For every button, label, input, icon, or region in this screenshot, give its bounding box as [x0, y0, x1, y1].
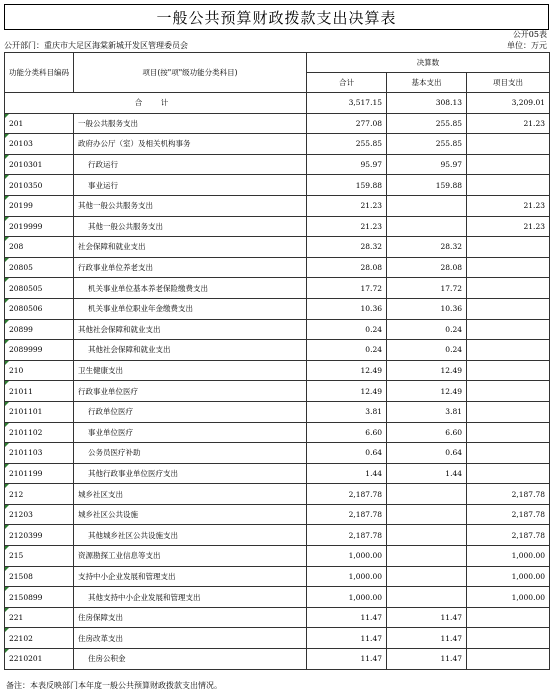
item-cell: 其他支持中小企业发展和管理支出: [74, 587, 307, 608]
total-cell: 11.47: [307, 607, 387, 628]
total-cell: 1,000.00: [307, 566, 387, 587]
item-cell: 机关事业单位职业年金缴费支出: [74, 298, 307, 319]
table-row: [5, 154, 550, 175]
code-cell: 2101101: [5, 401, 74, 422]
item-cell: 其他行政事业单位医疗支出: [74, 463, 307, 484]
code-cell: 201: [5, 113, 74, 134]
basic-cell: 255.85: [387, 134, 467, 155]
code-cell: 2120399: [5, 525, 74, 546]
total-cell: 11.47: [307, 628, 387, 649]
table-row: [5, 401, 550, 422]
project-cell: [467, 422, 550, 443]
total-cell: 2,187.78: [307, 484, 387, 505]
basic-cell: 12.49: [387, 360, 467, 381]
table-row: [5, 134, 550, 155]
basic-cell: [387, 504, 467, 525]
item-cell: 其他一般公共服务支出: [74, 195, 307, 216]
item-cell: 行政运行: [74, 154, 307, 175]
total-cell: 95.97: [307, 154, 387, 175]
basic-cell: [387, 525, 467, 546]
code-cell: 2010301: [5, 154, 74, 175]
table-row: [5, 360, 550, 381]
basic-cell: 95.97: [387, 154, 467, 175]
total-cell: 3.81: [307, 401, 387, 422]
total-cell: 10.36: [307, 298, 387, 319]
item-cell: 其他一般公共服务支出: [74, 216, 307, 237]
table-row: [5, 298, 550, 319]
total-row: [5, 93, 550, 114]
basic-cell: 11.47: [387, 628, 467, 649]
header-basic: 基本支出: [387, 73, 467, 93]
item-cell: 城乡社区支出: [74, 484, 307, 505]
code-cell: 215: [5, 546, 74, 567]
code-cell: 20103: [5, 134, 74, 155]
basic-cell: 0.24: [387, 319, 467, 340]
project-cell: [467, 278, 550, 299]
table-row: [5, 195, 550, 216]
project-cell: 2,187.78: [467, 525, 550, 546]
code-cell: 2210201: [5, 649, 74, 670]
item-cell: 事业运行: [74, 175, 307, 196]
item-cell: 社会保障和就业支出: [74, 237, 307, 258]
code-cell: 20899: [5, 319, 74, 340]
project-cell: [467, 443, 550, 464]
project-cell: [467, 401, 550, 422]
table-row: [5, 546, 550, 567]
code-cell: 212: [5, 484, 74, 505]
total-cell: 159.88: [307, 175, 387, 196]
item-cell: 一般公共服务支出: [74, 113, 307, 134]
code-cell: 2101199: [5, 463, 74, 484]
code-cell: 21203: [5, 504, 74, 525]
code-cell: 2089999: [5, 340, 74, 361]
table-row: [5, 443, 550, 464]
basic-cell: 1.44: [387, 463, 467, 484]
title-bar: [4, 4, 549, 30]
basic-cell: 28.08: [387, 257, 467, 278]
table-row: [5, 278, 550, 299]
table-row: [5, 587, 550, 608]
total-cell: 277.08: [307, 113, 387, 134]
item-cell: 城乡社区公共设施: [74, 504, 307, 525]
total-cell: 255.85: [307, 134, 387, 155]
total-cell: 1,000.00: [307, 546, 387, 567]
basic-cell: 0.24: [387, 340, 467, 361]
basic-cell: [387, 546, 467, 567]
table-row: [5, 484, 550, 505]
item-cell: 机关事业单位基本养老保险缴费支出: [74, 278, 307, 299]
item-cell: 支持中小企业发展和管理支出: [74, 566, 307, 587]
item-cell: 其他城乡社区公共设施支出: [74, 525, 307, 546]
code-cell: 2080506: [5, 298, 74, 319]
basic-cell: 10.36: [387, 298, 467, 319]
project-cell: [467, 381, 550, 402]
item-cell: 行政事业单位养老支出: [74, 257, 307, 278]
total-cell: 28.08: [307, 257, 387, 278]
basic-cell: 6.60: [387, 422, 467, 443]
item-cell: 政府办公厅（室）及相关机构事务: [74, 134, 307, 155]
code-cell: 2019999: [5, 216, 74, 237]
project-cell: [467, 237, 550, 258]
basic-cell: 12.49: [387, 381, 467, 402]
meta-row: [4, 40, 549, 51]
item-cell: 资源勘探工业信息等支出: [74, 546, 307, 567]
total-project: 3,209.01: [467, 93, 550, 114]
total-cell: 12.49: [307, 381, 387, 402]
project-cell: 1,000.00: [467, 587, 550, 608]
project-cell: 1,000.00: [467, 546, 550, 567]
basic-cell: 3.81: [387, 401, 467, 422]
basic-cell: [387, 216, 467, 237]
code-cell: 21508: [5, 566, 74, 587]
project-cell: 21.23: [467, 216, 550, 237]
project-cell: [467, 298, 550, 319]
unit-label: 单位：万元: [507, 41, 547, 50]
table-row: [5, 607, 550, 628]
table-row: [5, 113, 550, 134]
item-cell: 住房保障支出: [74, 607, 307, 628]
item-cell: 事业单位医疗: [74, 422, 307, 443]
basic-cell: 11.47: [387, 607, 467, 628]
code-cell: 2101102: [5, 422, 74, 443]
item-cell: 其他社会保障和就业支出: [74, 319, 307, 340]
total-basic: 308.13: [387, 93, 467, 114]
project-cell: 21.23: [467, 195, 550, 216]
item-cell: 住房改革支出: [74, 628, 307, 649]
basic-cell: [387, 587, 467, 608]
code-cell: 2080505: [5, 278, 74, 299]
header-project: 项目支出: [467, 73, 550, 93]
table-row: [5, 649, 550, 670]
table-row: [5, 381, 550, 402]
code-cell: 2010350: [5, 175, 74, 196]
project-cell: [467, 649, 550, 670]
code-cell: 21011: [5, 381, 74, 402]
project-cell: [467, 175, 550, 196]
project-cell: [467, 154, 550, 175]
item-cell: 卫生健康支出: [74, 360, 307, 381]
item-cell: 住房公积金: [74, 649, 307, 670]
total-cell: 6.60: [307, 422, 387, 443]
total-cell: 1,000.00: [307, 587, 387, 608]
item-cell: 公务员医疗补助: [74, 443, 307, 464]
basic-cell: [387, 566, 467, 587]
expenditure-table: [4, 52, 550, 670]
total-cell: 11.47: [307, 649, 387, 670]
header-code: 功能分类科目编码: [5, 53, 74, 93]
total-cell: 17.72: [307, 278, 387, 299]
project-cell: 2,187.78: [467, 484, 550, 505]
basic-cell: 17.72: [387, 278, 467, 299]
basic-cell: 159.88: [387, 175, 467, 196]
table-id: 公开05表: [512, 30, 547, 39]
total-cell: 0.24: [307, 340, 387, 361]
total-cell: 28.32: [307, 237, 387, 258]
code-cell: 2101103: [5, 443, 74, 464]
project-cell: [467, 257, 550, 278]
table-row: [5, 628, 550, 649]
table-row: [5, 237, 550, 258]
total-cell: 1.44: [307, 463, 387, 484]
code-cell: 221: [5, 607, 74, 628]
project-cell: [467, 360, 550, 381]
total-label: 合 计: [5, 93, 307, 114]
table-row: [5, 463, 550, 484]
code-cell: 20805: [5, 257, 74, 278]
project-cell: [467, 628, 550, 649]
footnote: 备注：本表反映部门本年度一般公共预算财政拨款支出情况。: [6, 681, 222, 690]
total-cell: 0.24: [307, 319, 387, 340]
total-cell: 21.23: [307, 195, 387, 216]
project-cell: [467, 340, 550, 361]
code-cell: 20199: [5, 195, 74, 216]
table-row: [5, 340, 550, 361]
total-cell: 21.23: [307, 216, 387, 237]
project-cell: 21.23: [467, 113, 550, 134]
basic-cell: 11.47: [387, 649, 467, 670]
project-cell: 2,187.78: [467, 504, 550, 525]
item-cell: 行政单位医疗: [74, 401, 307, 422]
header-total: 合计: [307, 73, 387, 93]
table-row: [5, 504, 550, 525]
page-title: 一般公共预算财政拨款支出决算表: [156, 8, 397, 27]
table-row: [5, 257, 550, 278]
code-cell: 22102: [5, 628, 74, 649]
total-cell: 12.49: [307, 360, 387, 381]
basic-cell: 0.64: [387, 443, 467, 464]
table-row: [5, 525, 550, 546]
table-row: [5, 175, 550, 196]
project-cell: [467, 607, 550, 628]
basic-cell: 255.85: [387, 113, 467, 134]
total-sum: 3,517.15: [307, 93, 387, 114]
basic-cell: 28.32: [387, 237, 467, 258]
total-cell: 2,187.78: [307, 504, 387, 525]
project-cell: [467, 463, 550, 484]
code-cell: 2150899: [5, 587, 74, 608]
total-cell: 2,187.78: [307, 525, 387, 546]
table-row: [5, 422, 550, 443]
project-cell: 1,000.00: [467, 566, 550, 587]
total-cell: 0.64: [307, 443, 387, 464]
project-cell: [467, 134, 550, 155]
item-cell: 行政事业单位医疗: [74, 381, 307, 402]
header-group: 决算数: [307, 53, 550, 73]
basic-cell: [387, 484, 467, 505]
code-cell: 208: [5, 237, 74, 258]
code-cell: 210: [5, 360, 74, 381]
header-item: 项目(按"项"级功能分类科目): [74, 53, 307, 93]
project-cell: [467, 319, 550, 340]
table-row: [5, 319, 550, 340]
table-row: [5, 216, 550, 237]
item-cell: 其他社会保障和就业支出: [74, 340, 307, 361]
basic-cell: [387, 195, 467, 216]
unit-name: 公开部门：重庆市大足区海棠新城开发区管理委员会: [4, 41, 188, 50]
table-row: [5, 566, 550, 587]
